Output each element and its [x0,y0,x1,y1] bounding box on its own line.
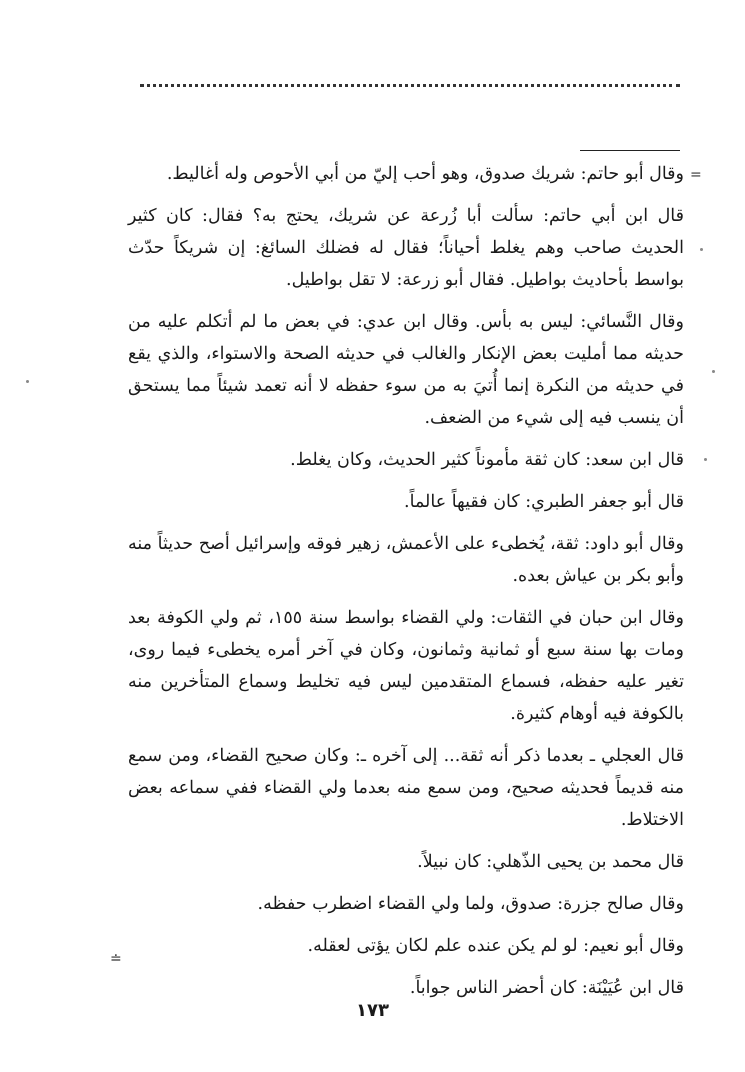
paragraph-tabari: قال أبو جعفر الطبري: كان فقيهاً عالماً. [404,492,684,512]
paragraph-ibn-abi-hatim: قال ابن أبي حاتم: سألت أبا زُرعة عن شريك، يحتج به؟ فقال: كان كثير الحديث صاحب وهم يغلط أحياناً؛ فقال له فضلك السائغ: إن شريكاً حدّث بواسط بأحاديث بواطيل. فقال أبو زرعة: لا تقل بواطيل. [128,206,684,290]
paragraph-ibn-uyayna: قال ابن عُيَيْنَة: كان أحضر الناس جواباً. [409,978,684,998]
scan-speck [700,248,703,251]
paragraph-ibn-saad: قال ابن سعد: كان ثقة مأموناً كثير الحديث، وكان يغلط. [290,450,684,470]
paragraph-abu-dawud: وقال أبو داود: ثقة، يُخطىء على الأعمش، زهير فوقه وإسرائيل أصح حديثاً منه وأبو بكر بن عياش بعده. [128,534,684,586]
margin-mark-top: = [690,167,702,183]
page-number: ١٧٣ [356,1000,389,1021]
paragraph-nasai: وقال النَّسائي: ليس به بأس. وقال ابن عدي: في بعض ما لم أتكلم عليه من حديثه مما أمليت بعض الإنكار والغالب في حديثه الصحة والاستواء، والذي يقع في حديثه من النكرة إنما أُتيَ به من سوء حفظه لا أنه تعمد شيئاً مما يستحق أن ينسب فيه إلى شيء من الضعف. [128,312,684,428]
scan-speck [26,380,29,383]
paragraph-dhuhli: قال محمد بن يحيى الذّهلي: كان نبيلاً. [417,852,684,872]
paragraph-ijli: قال العجلي ـ بعدما ذكر أنه ثقة... إلى آخره ـ: وكان صحيح القضاء، ومن سمع منه قديماً فحديثه صحيح، ومن سمع منه بعدما ولي القضاء ففي سماعه بعض الاختلاط. [128,746,684,830]
scan-speck [712,370,715,373]
paragraph-abu-nuaym: وقال أبو نعيم: لو لم يكن عنده علم لكان يؤتى لعقله. [307,936,684,956]
paragraph-salih-jazara: وقال صالح جزرة: صدوق، ولما ولي القضاء اضطرب حفظه. [257,894,684,914]
scan-speck [704,458,707,461]
header-rule [580,150,680,151]
top-dotted-border [140,84,680,87]
paragraph-ibn-hibban: وقال ابن حبان في الثقات: ولي القضاء بواسط سنة ١٥٥، ثم ولي الكوفة بعد ومات بها سنة سبع أو ثمانية وثمانون، وكان في آخر أمره يخطىء فيما روى، تغير عليه حفظه، فسماع المتقدمين ليس فيه تخليط وسماع المتأخرين منه بالكوفة فيه أوهام كثيرة. [128,608,684,724]
page-body [128,158,684,1014]
margin-mark-bottom: ≐ [110,951,122,967]
paragraph-abu-hatim: وقال أبو حاتم: شريك صدوق، وهو أحب إليّ من أبي الأحوص وله أغاليط. [166,164,684,184]
